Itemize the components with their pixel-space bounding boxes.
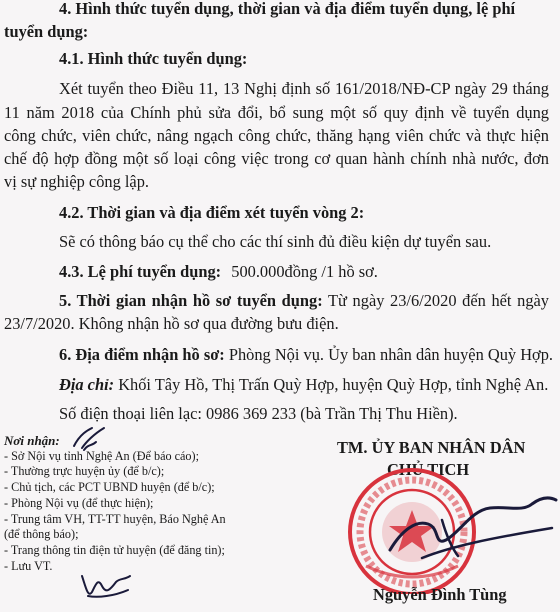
- section-6: [59, 343, 553, 366]
- section-4-2-text: Sẽ có thông báo cụ thể cho các thí sinh đủ điều kiện dự tuyển sau.: [59, 232, 492, 251]
- section-5-text-part1: Từ ngày 23/6/2020 đến hết ngày: [328, 291, 549, 310]
- address-value: Khối Tây Hồ, Thị Trấn Quỳ Hợp, huyện Quỳ Hợp, tỉnh Nghệ An.: [118, 375, 549, 394]
- recipient-item: - Trung tâm VH, TT-TT huyện, Báo Nghệ An: [4, 511, 226, 526]
- initials-mark-icon: [70, 424, 110, 454]
- initials-signature-icon: [78, 568, 134, 604]
- recipient-item: - Chủ tịch, các PCT UBND huyện (để b/c);: [4, 480, 215, 495]
- section-6-label: 6. Địa điểm nhận hồ sơ:: [59, 345, 225, 364]
- section-4-1-line1: Xét tuyển theo Điều 11, 13 Nghị định số 161/2018/NĐ-CP ngày 29 tháng: [59, 79, 549, 98]
- phone-line: Số điện thoại liên lạc: 0986 369 233 (bà Trần Thị Thu Hiền).: [59, 404, 458, 423]
- recipient-item: (để thông báo);: [4, 527, 79, 542]
- section-5-line1: [59, 289, 549, 312]
- section-6-value: Phòng Nội vụ. Ủy ban nhân dân huyện Quỳ Hợp.: [228, 345, 553, 364]
- section-5-label: 5. Thời gian nhận hồ sơ tuyển dụng:: [59, 291, 323, 310]
- address-label: Địa chỉ:: [59, 375, 115, 394]
- recipients-label: Nơi nhận:: [4, 433, 60, 448]
- section-5-line2: 23/7/2020. Không nhận hồ sơ qua đường bưu điện.: [4, 314, 339, 333]
- organization-line2: CHỦ TỊCH: [387, 460, 470, 479]
- section-4-1-line4: chế độ hợp đồng một số loại công việc trong cơ quan hành chính nhà nước, đơn: [4, 149, 549, 168]
- section-4-1-line3: công chức, viên chức, nâng ngạch công chức, thăng hạng viên chức và thực hiện: [4, 126, 549, 145]
- section-4-heading-line1: 4. Hình thức tuyển dụng, thời gian và địa điểm tuyển dụng, lệ phí: [59, 0, 516, 18]
- organization-line1: TM. ỦY BAN NHÂN DÂN: [337, 438, 526, 457]
- recipients-block: [4, 433, 226, 574]
- section-4-2-heading: 4.2. Thời gian và địa điểm xét tuyển vòng 2:: [59, 203, 365, 222]
- section-4-1-heading: 4.1. Hình thức tuyển dụng:: [59, 49, 248, 68]
- section-4-1-line2: 11 năm 2018 của Chính phủ sửa đổi, bổ sung một số quy định về tuyển dụng: [4, 103, 549, 122]
- recipient-item: - Phòng Nội vụ (để thực hiện);: [4, 495, 154, 510]
- recipient-item: - Lưu VT.: [4, 558, 53, 573]
- recipient-item: - Sở Nội vụ tỉnh Nghệ An (Để báo cáo);: [4, 448, 199, 463]
- section-4-heading-line2: tuyển dụng:: [4, 22, 89, 41]
- section-4-1-line5: vị sự nghiệp công lập.: [4, 172, 149, 191]
- signer-name: Nguyễn Đình Tùng: [373, 585, 507, 604]
- signature-icon: [382, 490, 560, 580]
- recipient-item: - Trang thông tin điện tử huyện (để đăng tin);: [4, 542, 225, 557]
- section-4-3-label: 4.3. Lệ phí tuyển dụng:: [59, 262, 222, 281]
- section-4-3: [59, 260, 378, 283]
- recipient-item: - Thường trực huyện ủy (để b/c);: [4, 464, 165, 479]
- address: [59, 373, 548, 396]
- section-4-3-value: 500.000đồng /1 hồ sơ.: [231, 262, 378, 281]
